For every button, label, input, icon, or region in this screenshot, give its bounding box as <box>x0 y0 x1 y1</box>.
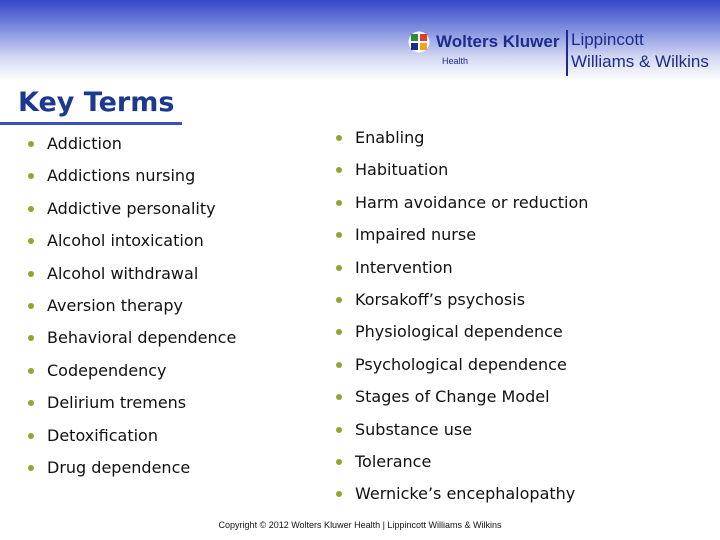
term-text: Wernicke’s encephalopathy <box>355 484 576 504</box>
term-text: Korsakoff’s psychosis <box>355 289 526 309</box>
bullet-icon <box>336 232 342 238</box>
term-item <box>28 324 236 356</box>
bullet-icon <box>28 303 34 309</box>
bullet-icon <box>28 368 34 374</box>
term-text: Stages of Change Model <box>355 387 550 407</box>
bullet-icon <box>28 433 34 439</box>
term-item <box>28 195 236 227</box>
bullet-icon <box>336 297 342 303</box>
term-text: Harm avoidance or reduction <box>355 192 589 212</box>
bullet-icon <box>28 141 34 147</box>
brand-name: Wolters Kluwer <box>436 32 560 51</box>
bullet-icon <box>336 427 342 433</box>
term-item <box>28 227 236 259</box>
bullet-icon <box>28 173 34 179</box>
term-text: Delirium tremens <box>47 393 187 413</box>
bullet-icon <box>336 329 342 335</box>
bullet-icon <box>336 200 342 206</box>
term-text: Alcohol intoxication <box>47 231 204 251</box>
title-underline <box>0 122 182 125</box>
imprint-line-2: Williams & Wilkins <box>571 52 709 71</box>
bullet-icon <box>336 459 342 465</box>
term-item <box>336 318 588 350</box>
term-text: Codependency <box>47 360 167 380</box>
term-item <box>28 260 236 292</box>
term-text: Psychological dependence <box>355 354 567 374</box>
term-text: Physiological dependence <box>355 322 563 342</box>
bullet-icon <box>28 238 34 244</box>
term-item <box>336 189 588 221</box>
term-item <box>336 124 588 156</box>
term-item <box>336 286 588 318</box>
bullet-icon <box>28 465 34 471</box>
term-text: Tolerance <box>355 451 432 471</box>
term-item <box>336 480 588 512</box>
bullet-icon <box>28 271 34 277</box>
bullet-icon <box>336 491 342 497</box>
bullet-icon <box>336 265 342 271</box>
term-text: Alcohol withdrawal <box>47 263 199 283</box>
term-text: Aversion therapy <box>47 295 183 315</box>
term-text: Addictive personality <box>47 198 216 218</box>
term-text: Addiction <box>47 134 122 153</box>
term-item <box>28 357 236 389</box>
terms-list-right <box>336 124 588 513</box>
term-text: Enabling <box>355 128 425 147</box>
term-text: Detoxification <box>47 425 158 445</box>
brand-division: Health <box>442 56 469 66</box>
bullet-icon <box>336 362 342 368</box>
term-text: Substance use <box>355 419 473 439</box>
term-item <box>28 162 236 194</box>
bullet-icon <box>28 400 34 406</box>
term-item <box>336 383 588 415</box>
term-text: Intervention <box>355 257 453 277</box>
bullet-icon <box>28 206 34 212</box>
imprint-name <box>571 29 720 73</box>
term-item <box>336 156 588 188</box>
term-item <box>336 254 588 286</box>
bullet-icon <box>336 167 342 173</box>
logo-divider <box>566 30 568 76</box>
term-item <box>28 292 236 324</box>
term-item <box>28 422 236 454</box>
term-text: Impaired nurse <box>355 225 477 245</box>
term-item <box>336 448 588 480</box>
term-text: Behavioral dependence <box>47 328 237 348</box>
term-text: Addictions nursing <box>47 166 196 186</box>
term-item <box>28 130 236 162</box>
bullet-icon <box>336 394 342 400</box>
wolters-kluwer-logo-icon <box>408 31 430 53</box>
term-item <box>336 221 588 253</box>
copyright-notice: Copyright © 2012 Wolters Kluwer Health | Lippincott Williams & Wilkins <box>218 520 502 530</box>
term-text: Drug dependence <box>47 457 191 477</box>
term-item <box>336 416 588 448</box>
term-text: Habituation <box>355 160 449 180</box>
term-item <box>28 389 236 421</box>
bullet-icon <box>336 135 342 141</box>
terms-list-left <box>28 130 236 486</box>
imprint-line-1: Lippincott <box>571 30 644 49</box>
term-item <box>336 351 588 383</box>
term-item <box>28 454 236 486</box>
slide-title: Key Terms <box>18 87 175 118</box>
bullet-icon <box>28 335 34 341</box>
